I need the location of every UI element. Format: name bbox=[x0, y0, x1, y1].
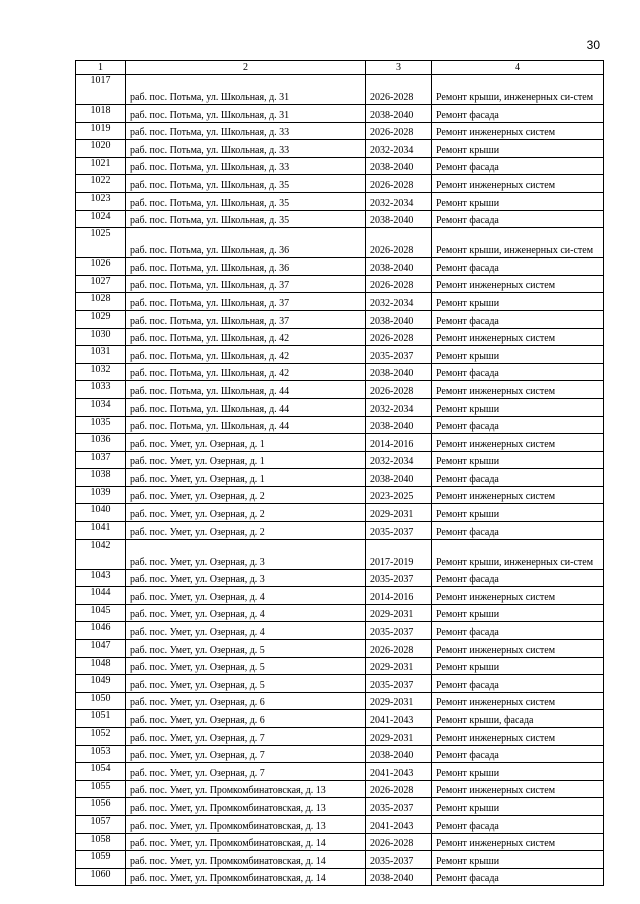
address-cell: раб. пос. Умет, ул. Озерная, д. 7 bbox=[126, 745, 366, 763]
work-type-cell: Ремонт крыши bbox=[432, 451, 604, 469]
row-number-cell: 1040 bbox=[76, 504, 126, 522]
address-cell: раб. пос. Потьма, ул. Школьная, д. 37 bbox=[126, 310, 366, 328]
row-number-cell: 1059 bbox=[76, 851, 126, 869]
period-cell: 2029-2031 bbox=[366, 504, 432, 522]
address-cell: раб. пос. Потьма, ул. Школьная, д. 31 bbox=[126, 75, 366, 105]
address-cell: раб. пос. Умет, ул. Озерная, д. 2 bbox=[126, 504, 366, 522]
work-type-cell: Ремонт крыши, инженерных си-стем bbox=[432, 75, 604, 105]
row-number-cell: 1039 bbox=[76, 486, 126, 504]
work-type-cell: Ремонт крыши, инженерных си-стем bbox=[432, 228, 604, 258]
column-header-2: 2 bbox=[126, 61, 366, 75]
work-type-cell: Ремонт крыши bbox=[432, 140, 604, 158]
work-type-cell: Ремонт инженерных систем bbox=[432, 587, 604, 605]
table-row bbox=[76, 657, 604, 675]
table-row bbox=[76, 469, 604, 487]
address-cell: раб. пос. Умет, ул. Озерная, д. 6 bbox=[126, 692, 366, 710]
period-cell: 2026-2028 bbox=[366, 640, 432, 658]
work-type-cell: Ремонт инженерных систем bbox=[432, 486, 604, 504]
page-number: 30 bbox=[586, 38, 600, 52]
address-cell: раб. пос. Умет, ул. Озерная, д. 3 bbox=[126, 569, 366, 587]
table-row bbox=[76, 798, 604, 816]
row-number-cell: 1023 bbox=[76, 192, 126, 210]
period-cell: 2041-2043 bbox=[366, 710, 432, 728]
table-row bbox=[76, 780, 604, 798]
table-row bbox=[76, 851, 604, 869]
work-type-cell: Ремонт инженерных систем bbox=[432, 175, 604, 193]
table-row bbox=[76, 434, 604, 452]
period-cell: 2038-2040 bbox=[366, 210, 432, 228]
table-row bbox=[76, 175, 604, 193]
address-cell: раб. пос. Потьма, ул. Школьная, д. 35 bbox=[126, 192, 366, 210]
table-row bbox=[76, 622, 604, 640]
period-cell: 2026-2028 bbox=[366, 75, 432, 105]
row-number-cell: 1020 bbox=[76, 140, 126, 158]
row-number-cell: 1037 bbox=[76, 451, 126, 469]
period-cell: 2026-2028 bbox=[366, 381, 432, 399]
table-row bbox=[76, 451, 604, 469]
row-number-cell: 1025 bbox=[76, 228, 126, 258]
work-type-cell: Ремонт крыши bbox=[432, 192, 604, 210]
work-type-cell: Ремонт фасада bbox=[432, 815, 604, 833]
period-cell: 2035-2037 bbox=[366, 622, 432, 640]
table-row bbox=[76, 293, 604, 311]
table-row bbox=[76, 640, 604, 658]
address-cell: раб. пос. Умет, ул. Промкомбинатовская, д. 13 bbox=[126, 798, 366, 816]
row-number-cell: 1021 bbox=[76, 157, 126, 175]
period-cell: 2038-2040 bbox=[366, 157, 432, 175]
work-type-cell: Ремонт инженерных систем bbox=[432, 381, 604, 399]
row-number-cell: 1050 bbox=[76, 692, 126, 710]
row-number-cell: 1056 bbox=[76, 798, 126, 816]
table-row bbox=[76, 692, 604, 710]
table-row bbox=[76, 604, 604, 622]
row-number-cell: 1026 bbox=[76, 258, 126, 276]
period-cell: 2026-2028 bbox=[366, 228, 432, 258]
period-cell: 2029-2031 bbox=[366, 728, 432, 746]
table-row bbox=[76, 539, 604, 569]
table-row bbox=[76, 122, 604, 140]
work-type-cell: Ремонт инженерных систем bbox=[432, 692, 604, 710]
period-cell: 2038-2040 bbox=[366, 258, 432, 276]
repair-schedule-table bbox=[75, 60, 604, 886]
row-number-cell: 1045 bbox=[76, 604, 126, 622]
work-type-cell: Ремонт фасада bbox=[432, 416, 604, 434]
work-type-cell: Ремонт крыши bbox=[432, 798, 604, 816]
work-type-cell: Ремонт крыши bbox=[432, 604, 604, 622]
address-cell: раб. пос. Потьма, ул. Школьная, д. 33 bbox=[126, 122, 366, 140]
address-cell: раб. пос. Умет, ул. Озерная, д. 1 bbox=[126, 451, 366, 469]
address-cell: раб. пос. Умет, ул. Озерная, д. 5 bbox=[126, 657, 366, 675]
column-header-1: 1 bbox=[76, 61, 126, 75]
table-row bbox=[76, 868, 604, 886]
row-number-cell: 1060 bbox=[76, 868, 126, 886]
row-number-cell: 1049 bbox=[76, 675, 126, 693]
period-cell: 2026-2028 bbox=[366, 328, 432, 346]
period-cell: 2035-2037 bbox=[366, 798, 432, 816]
period-cell: 2014-2016 bbox=[366, 587, 432, 605]
address-cell: раб. пос. Потьма, ул. Школьная, д. 37 bbox=[126, 293, 366, 311]
table-row bbox=[76, 258, 604, 276]
address-cell: раб. пос. Умет, ул. Озерная, д. 6 bbox=[126, 710, 366, 728]
address-cell: раб. пос. Умет, ул. Промкомбинатовская, д. 13 bbox=[126, 780, 366, 798]
address-cell: раб. пос. Умет, ул. Озерная, д. 3 bbox=[126, 539, 366, 569]
period-cell: 2035-2037 bbox=[366, 851, 432, 869]
address-cell: раб. пос. Умет, ул. Озерная, д. 5 bbox=[126, 640, 366, 658]
address-cell: раб. пос. Потьма, ул. Школьная, д. 37 bbox=[126, 275, 366, 293]
table-row bbox=[76, 381, 604, 399]
table-header bbox=[76, 61, 604, 75]
address-cell: раб. пос. Умет, ул. Промкомбинатовская, д. 13 bbox=[126, 815, 366, 833]
work-type-cell: Ремонт фасада bbox=[432, 675, 604, 693]
row-number-cell: 1031 bbox=[76, 346, 126, 364]
address-cell: раб. пос. Умет, ул. Озерная, д. 4 bbox=[126, 587, 366, 605]
work-type-cell: Ремонт крыши bbox=[432, 293, 604, 311]
header-row bbox=[76, 61, 604, 75]
row-number-cell: 1053 bbox=[76, 745, 126, 763]
table-row bbox=[76, 157, 604, 175]
column-header-3: 3 bbox=[366, 61, 432, 75]
table-row bbox=[76, 75, 604, 105]
work-type-cell: Ремонт крыши, фасада bbox=[432, 710, 604, 728]
work-type-cell: Ремонт крыши bbox=[432, 504, 604, 522]
address-cell: раб. пос. Умет, ул. Озерная, д. 5 bbox=[126, 675, 366, 693]
row-number-cell: 1032 bbox=[76, 363, 126, 381]
table-row bbox=[76, 346, 604, 364]
row-number-cell: 1033 bbox=[76, 381, 126, 399]
table-row bbox=[76, 745, 604, 763]
period-cell: 2032-2034 bbox=[366, 293, 432, 311]
address-cell: раб. пос. Потьма, ул. Школьная, д. 36 bbox=[126, 258, 366, 276]
address-cell: раб. пос. Умет, ул. Озерная, д. 1 bbox=[126, 434, 366, 452]
row-number-cell: 1057 bbox=[76, 815, 126, 833]
period-cell: 2038-2040 bbox=[366, 416, 432, 434]
address-cell: раб. пос. Умет, ул. Промкомбинатовская, д. 14 bbox=[126, 851, 366, 869]
work-type-cell: Ремонт крыши bbox=[432, 763, 604, 781]
period-cell: 2041-2043 bbox=[366, 763, 432, 781]
work-type-cell: Ремонт фасада bbox=[432, 258, 604, 276]
period-cell: 2035-2037 bbox=[366, 569, 432, 587]
work-type-cell: Ремонт инженерных систем bbox=[432, 728, 604, 746]
table-row bbox=[76, 504, 604, 522]
work-type-cell: Ремонт инженерных систем bbox=[432, 833, 604, 851]
address-cell: раб. пос. Потьма, ул. Школьная, д. 35 bbox=[126, 175, 366, 193]
address-cell: раб. пос. Потьма, ул. Школьная, д. 36 bbox=[126, 228, 366, 258]
work-type-cell: Ремонт фасада bbox=[432, 622, 604, 640]
address-cell: раб. пос. Умет, ул. Озерная, д. 1 bbox=[126, 469, 366, 487]
period-cell: 2038-2040 bbox=[366, 745, 432, 763]
table-row bbox=[76, 486, 604, 504]
table-row bbox=[76, 710, 604, 728]
address-cell: раб. пос. Умет, ул. Озерная, д. 2 bbox=[126, 522, 366, 540]
row-number-cell: 1046 bbox=[76, 622, 126, 640]
table-row bbox=[76, 275, 604, 293]
table-row bbox=[76, 522, 604, 540]
row-number-cell: 1018 bbox=[76, 105, 126, 123]
row-number-cell: 1044 bbox=[76, 587, 126, 605]
period-cell: 2014-2016 bbox=[366, 434, 432, 452]
address-cell: раб. пос. Умет, ул. Промкомбинатовская, д. 14 bbox=[126, 833, 366, 851]
work-type-cell: Ремонт инженерных систем bbox=[432, 122, 604, 140]
work-type-cell: Ремонт фасада bbox=[432, 157, 604, 175]
row-number-cell: 1030 bbox=[76, 328, 126, 346]
table-row bbox=[76, 833, 604, 851]
work-type-cell: Ремонт фасада bbox=[432, 210, 604, 228]
table-row bbox=[76, 675, 604, 693]
period-cell: 2023-2025 bbox=[366, 486, 432, 504]
period-cell: 2026-2028 bbox=[366, 780, 432, 798]
address-cell: раб. пос. Потьма, ул. Школьная, д. 33 bbox=[126, 140, 366, 158]
row-number-cell: 1054 bbox=[76, 763, 126, 781]
table-row bbox=[76, 363, 604, 381]
period-cell: 2038-2040 bbox=[366, 868, 432, 886]
period-cell: 2029-2031 bbox=[366, 604, 432, 622]
address-cell: раб. пос. Умет, ул. Озерная, д. 4 bbox=[126, 622, 366, 640]
row-number-cell: 1019 bbox=[76, 122, 126, 140]
work-type-cell: Ремонт крыши bbox=[432, 346, 604, 364]
row-number-cell: 1034 bbox=[76, 398, 126, 416]
row-number-cell: 1055 bbox=[76, 780, 126, 798]
address-cell: раб. пос. Умет, ул. Озерная, д. 7 bbox=[126, 763, 366, 781]
row-number-cell: 1036 bbox=[76, 434, 126, 452]
row-number-cell: 1041 bbox=[76, 522, 126, 540]
row-number-cell: 1052 bbox=[76, 728, 126, 746]
table-row bbox=[76, 228, 604, 258]
row-number-cell: 1051 bbox=[76, 710, 126, 728]
address-cell: раб. пос. Потьма, ул. Школьная, д. 44 bbox=[126, 398, 366, 416]
row-number-cell: 1027 bbox=[76, 275, 126, 293]
address-cell: раб. пос. Потьма, ул. Школьная, д. 42 bbox=[126, 328, 366, 346]
period-cell: 2029-2031 bbox=[366, 692, 432, 710]
row-number-cell: 1029 bbox=[76, 310, 126, 328]
address-cell: раб. пос. Потьма, ул. Школьная, д. 44 bbox=[126, 416, 366, 434]
work-type-cell: Ремонт инженерных систем bbox=[432, 328, 604, 346]
row-number-cell: 1024 bbox=[76, 210, 126, 228]
work-type-cell: Ремонт фасада bbox=[432, 363, 604, 381]
period-cell: 2038-2040 bbox=[366, 363, 432, 381]
table-row bbox=[76, 587, 604, 605]
period-cell: 2026-2028 bbox=[366, 122, 432, 140]
period-cell: 2026-2028 bbox=[366, 833, 432, 851]
table-row bbox=[76, 328, 604, 346]
address-cell: раб. пос. Умет, ул. Промкомбинатовская, д. 14 bbox=[126, 868, 366, 886]
work-type-cell: Ремонт фасада bbox=[432, 105, 604, 123]
work-type-cell: Ремонт крыши bbox=[432, 657, 604, 675]
row-number-cell: 1048 bbox=[76, 657, 126, 675]
work-type-cell: Ремонт крыши bbox=[432, 398, 604, 416]
column-header-4: 4 bbox=[432, 61, 604, 75]
table-row bbox=[76, 192, 604, 210]
table-row bbox=[76, 763, 604, 781]
row-number-cell: 1022 bbox=[76, 175, 126, 193]
period-cell: 2032-2034 bbox=[366, 398, 432, 416]
period-cell: 2035-2037 bbox=[366, 522, 432, 540]
table-row bbox=[76, 310, 604, 328]
address-cell: раб. пос. Потьма, ул. Школьная, д. 42 bbox=[126, 346, 366, 364]
address-cell: раб. пос. Потьма, ул. Школьная, д. 44 bbox=[126, 381, 366, 399]
row-number-cell: 1043 bbox=[76, 569, 126, 587]
period-cell: 2026-2028 bbox=[366, 175, 432, 193]
work-type-cell: Ремонт инженерных систем bbox=[432, 434, 604, 452]
work-type-cell: Ремонт инженерных систем bbox=[432, 275, 604, 293]
period-cell: 2026-2028 bbox=[366, 275, 432, 293]
work-type-cell: Ремонт инженерных систем bbox=[432, 640, 604, 658]
period-cell: 2035-2037 bbox=[366, 675, 432, 693]
work-type-cell: Ремонт фасада bbox=[432, 522, 604, 540]
period-cell: 2041-2043 bbox=[366, 815, 432, 833]
period-cell: 2038-2040 bbox=[366, 469, 432, 487]
table-row bbox=[76, 728, 604, 746]
address-cell: раб. пос. Потьма, ул. Школьная, д. 31 bbox=[126, 105, 366, 123]
address-cell: раб. пос. Умет, ул. Озерная, д. 4 bbox=[126, 604, 366, 622]
period-cell: 2029-2031 bbox=[366, 657, 432, 675]
row-number-cell: 1038 bbox=[76, 469, 126, 487]
table-row bbox=[76, 105, 604, 123]
table-row bbox=[76, 398, 604, 416]
row-number-cell: 1042 bbox=[76, 539, 126, 569]
table-row bbox=[76, 416, 604, 434]
address-cell: раб. пос. Потьма, ул. Школьная, д. 33 bbox=[126, 157, 366, 175]
row-number-cell: 1035 bbox=[76, 416, 126, 434]
period-cell: 2038-2040 bbox=[366, 310, 432, 328]
work-type-cell: Ремонт инженерных систем bbox=[432, 780, 604, 798]
row-number-cell: 1047 bbox=[76, 640, 126, 658]
period-cell: 2032-2034 bbox=[366, 140, 432, 158]
work-type-cell: Ремонт фасада bbox=[432, 310, 604, 328]
work-type-cell: Ремонт фасада bbox=[432, 469, 604, 487]
address-cell: раб. пос. Потьма, ул. Школьная, д. 35 bbox=[126, 210, 366, 228]
address-cell: раб. пос. Умет, ул. Озерная, д. 2 bbox=[126, 486, 366, 504]
row-number-cell: 1028 bbox=[76, 293, 126, 311]
row-number-cell: 1017 bbox=[76, 75, 126, 105]
work-type-cell: Ремонт фасада bbox=[432, 569, 604, 587]
table-row bbox=[76, 140, 604, 158]
address-cell: раб. пос. Потьма, ул. Школьная, д. 42 bbox=[126, 363, 366, 381]
work-type-cell: Ремонт крыши bbox=[432, 851, 604, 869]
work-type-cell: Ремонт крыши, инженерных си-стем bbox=[432, 539, 604, 569]
work-type-cell: Ремонт фасада bbox=[432, 745, 604, 763]
work-type-cell: Ремонт фасада bbox=[432, 868, 604, 886]
address-cell: раб. пос. Умет, ул. Озерная, д. 7 bbox=[126, 728, 366, 746]
period-cell: 2035-2037 bbox=[366, 346, 432, 364]
table-body bbox=[76, 75, 604, 886]
table-row bbox=[76, 815, 604, 833]
period-cell: 2032-2034 bbox=[366, 192, 432, 210]
period-cell: 2038-2040 bbox=[366, 105, 432, 123]
table-row bbox=[76, 210, 604, 228]
table-row bbox=[76, 569, 604, 587]
period-cell: 2032-2034 bbox=[366, 451, 432, 469]
period-cell: 2017-2019 bbox=[366, 539, 432, 569]
row-number-cell: 1058 bbox=[76, 833, 126, 851]
